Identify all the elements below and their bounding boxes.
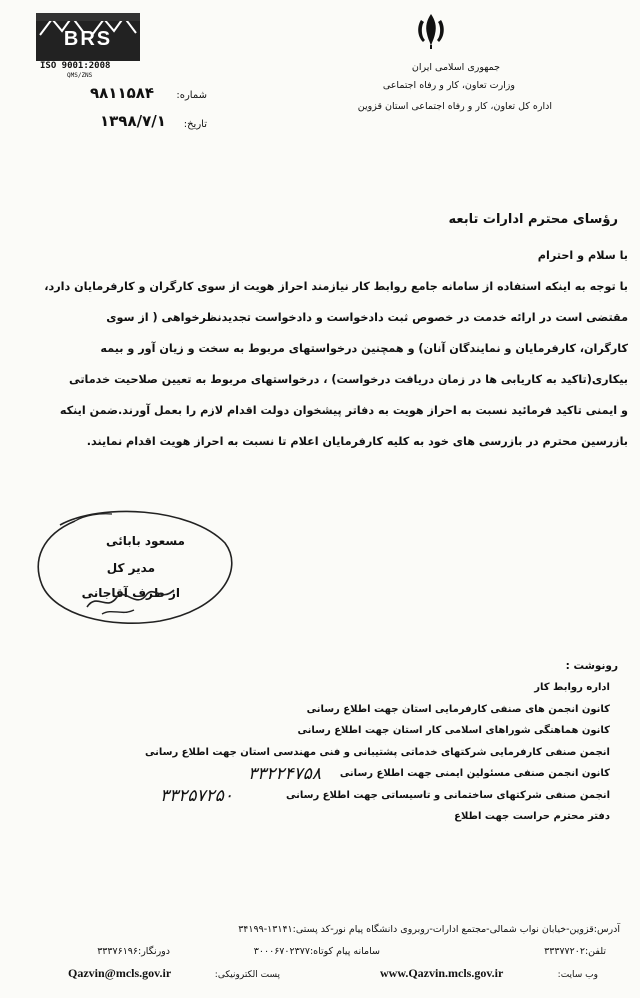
recipient: رؤسای محترم ادارات تابعه	[448, 212, 618, 227]
date-label: تاریخ:	[183, 119, 207, 130]
iran-emblem-icon	[413, 12, 449, 50]
body-line: و ایمنی تاکید فرمائید نسبت به احراز هویت به دفاتر پیشخوان دولت اقدام لازم را بعمل آورند.ضمن اینکه	[59, 404, 628, 417]
iso-small-label: QMS/ZNS	[67, 72, 93, 79]
handwritten-signature	[82, 582, 182, 618]
greeting: با سلام و احترام	[537, 249, 628, 262]
brs-logo-text: BRS	[63, 28, 113, 50]
cc-item: انجمن صنفی شرکتهای ساختمانی و تاسیساتی جهت اطلاع رسانی	[285, 789, 610, 801]
cc-heading: رونوشت :	[565, 660, 618, 672]
footer-phone: تلفن:۳۳۳۷۷۲۰۲	[544, 946, 606, 957]
footer-fax: دورنگار:۳۳۳۷۶۱۹۶	[97, 946, 170, 957]
header-ministry: وزارت تعاون، کار و رفاه اجتماعی	[382, 80, 515, 91]
header-office: اداره کل تعاون، کار و رفاه اجتماعی استان قزوین	[357, 101, 552, 112]
body-line: بازرسین محترم در بازرسی های خود به کلیه کارفرمایان اعلام تا نسبت به احراز هویت اقدام نمایند.	[86, 435, 628, 448]
cc-item: کانون انجمن صنفی مسئولین ایمنی جهت اطلاع رسانی	[339, 768, 610, 779]
cc-item: اداره روابط کار	[534, 682, 610, 693]
footer-address: آدرس:قزوین-خیابان نواب شمالی-مجتمع ادارات-روبروی دانشگاه پیام نور-کد پستی:۱۳۱۴۱-۳۴۱۹۹	[238, 924, 620, 935]
signatory-name: مسعود بابائی	[106, 534, 185, 548]
signatory-behalf: از طرف آقاجانی	[81, 586, 180, 600]
footer-sms: سامانه پیام کوتاه:۳۰۰۰۶۷۰۲۳۷۷	[253, 946, 380, 957]
handwritten-phone-2: ۳۳۲۵۷۲۵۰	[160, 786, 234, 806]
header-country: جمهوری اسلامی ایران	[411, 62, 500, 73]
cc-item: کانون انجمن های صنفی کارفرمایی استان جهت اطلاع رسانی	[306, 703, 610, 715]
cc-item: دفتر محترم حراست جهت اطلاع	[454, 811, 610, 822]
website-link[interactable]: www.Qazvin.mcls.gov.ir	[380, 966, 504, 980]
signatory-title: مدیر کل	[106, 561, 155, 575]
email-label: پست الکترونیکی:	[214, 970, 280, 980]
number-label: شماره:	[176, 90, 207, 101]
handwritten-phone-1: ۳۳۲۲۴۷۵۸	[248, 764, 322, 784]
body-line: کارگران، کارفرمایان و نمایندگان آنان) و همچنین درخواستهای مربوط به سخت و زیان آور و بیمه	[100, 342, 628, 355]
iso-label: ISO 9001:2008	[40, 61, 111, 71]
body-line: مقتضی است در ارائه خدمت در خصوص ثبت دادخواست و دادخواست تجدیدنظرخواهی ( از سوی	[106, 311, 628, 324]
cc-item: کانون هماهنگی شوراهای اسلامی کار استان جهت اطلاع رسانی	[297, 725, 610, 736]
cc-item: انجمن صنفی کارفرمایی شرکتهای خدماتی پشتیبانی و فنی مهندسی استان جهت اطلاع رسانی	[144, 746, 610, 758]
body-line: با توجه به اینکه استفاده از سامانه جامع روابط کار نیازمند احراز هویت از سوی کارگران و کارفرمایان دارد،	[44, 280, 628, 293]
cc-list	[10, 677, 610, 828]
number-value: ۹۸۱۱۵۸۴	[90, 84, 155, 102]
date-value: ۱۳۹۸/۷/۱	[100, 112, 166, 130]
body-line: بیکاری(تاکید به کاریابی ها در زمان دریافت درخواست) ، درخواستهای مربوط به تعیین صلاحیت خدماتی	[69, 373, 628, 386]
letter-body	[12, 240, 628, 457]
email-link[interactable]: Qazvin@mcls.gov.ir	[68, 966, 172, 980]
website-label: وب سایت:	[557, 970, 598, 980]
